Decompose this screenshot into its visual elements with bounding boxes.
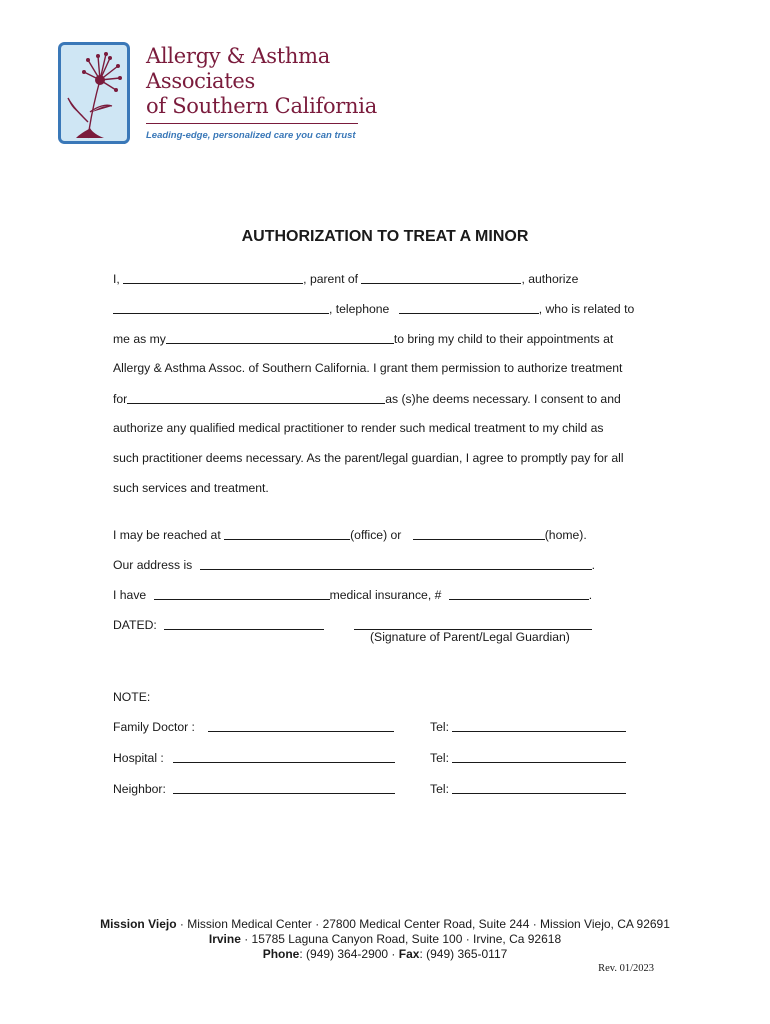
text-hospital: Hospital : <box>113 751 164 765</box>
guardian-name-field[interactable] <box>123 271 303 284</box>
text-office-or: (office) or <box>350 528 402 542</box>
authorized-person-field[interactable] <box>113 301 329 314</box>
authorized-phone-field[interactable] <box>399 301 539 314</box>
text-i-have: I have <box>113 588 147 602</box>
office-phone-field[interactable] <box>224 527 350 540</box>
practice-name <box>146 44 377 119</box>
hospital-tel-line <box>430 750 626 765</box>
text-tel: Tel: <box>430 782 449 796</box>
footer-mission-viejo <box>0 917 770 931</box>
footer-phone-fax <box>0 947 770 961</box>
body-line-5 <box>113 391 621 406</box>
neighbor-tel-field[interactable] <box>452 781 626 794</box>
text-deems-necessary: as (s)he deems necessary. I consent to and <box>385 392 621 406</box>
text-telephone: , telephone <box>329 302 390 316</box>
text-dated: DATED: <box>113 618 157 632</box>
insurance-line: I have medical insurance, # . <box>113 588 593 602</box>
neighbor-tel-line <box>430 781 626 796</box>
revision-date: Rev. 01/2023 <box>598 963 654 974</box>
footer-mv-name: Mission Viejo <box>100 917 177 931</box>
child-name-field[interactable] <box>361 271 521 284</box>
neighbor-line <box>113 781 395 796</box>
text-tel: Tel: <box>430 751 449 765</box>
body-line-6: authorize any qualified medical practitioner to render such medical treatment to my child as <box>113 421 604 435</box>
footer-fax: : (949) 365-0117 <box>419 947 508 961</box>
body-line-8: such services and treatment. <box>113 481 269 495</box>
home-phone-field[interactable] <box>413 527 545 540</box>
flower-logo-icon <box>58 42 130 144</box>
footer-irvine-address: · 15785 Laguna Canyon Road, Suite 100 · Irvine, Ca 92618 <box>240 932 562 946</box>
address-field[interactable] <box>200 557 592 570</box>
footer-mv-address: · Mission Medical Center · 27800 Medical Center Road, Suite 244 · Mission Viejo, CA 92691 <box>176 917 670 931</box>
text-i: I, <box>113 272 120 286</box>
note-label: NOTE: <box>113 690 151 704</box>
address-line: Our address is . <box>113 558 596 572</box>
footer-fax-label: Fax <box>398 947 420 961</box>
practice-name-line2: Associates <box>146 69 256 93</box>
neighbor-field[interactable] <box>173 781 395 794</box>
text-me-as-my: me as my <box>113 332 166 346</box>
family-doctor-tel-line <box>430 719 626 734</box>
footer-phone-label: Phone <box>262 947 300 961</box>
reach-line <box>113 527 587 542</box>
insurance-name-field[interactable] <box>154 587 330 600</box>
relationship-field[interactable] <box>166 331 394 344</box>
footer-irvine <box>0 932 770 946</box>
body-line-7: such practitioner deems necessary. As the parent/legal guardian, I agree to promptly pay for all <box>113 451 624 465</box>
form-title: AUTHORIZATION TO TREAT A MINOR <box>241 228 529 245</box>
footer-irvine-name: Irvine <box>208 932 241 946</box>
signature-caption: (Signature of Parent/Legal Guardian) <box>370 630 570 644</box>
insurance-number-field[interactable] <box>449 587 589 600</box>
date-field[interactable] <box>164 617 324 630</box>
body-line-2 <box>113 301 634 316</box>
logo-divider <box>146 123 358 124</box>
text-home: (home). <box>544 528 587 542</box>
text-authorize: , authorize <box>521 272 579 286</box>
text-related-to: , who is related to <box>538 302 635 316</box>
text-address: Our address is <box>113 558 193 572</box>
text-parent-of: , parent of <box>303 272 359 286</box>
practice-name-line3: of Southern California <box>146 94 377 118</box>
text-bring-child: to bring my child to their appointments at <box>393 332 614 346</box>
footer-phone: : (949) 364-2900 · <box>299 947 399 961</box>
text-family-doctor: Family Doctor : <box>113 720 195 734</box>
family-doctor-line <box>113 719 394 734</box>
family-doctor-tel-field[interactable] <box>452 719 626 732</box>
practice-name-line1: Allergy & Asthma <box>146 44 330 68</box>
body-line-3 <box>113 331 613 346</box>
family-doctor-field[interactable] <box>208 719 394 732</box>
hospital-field[interactable] <box>173 750 395 763</box>
body-line-4: Allergy & Asthma Assoc. of Southern California. I grant them permission to authorize treatment <box>113 361 623 375</box>
text-tel: Tel: <box>430 720 449 734</box>
hospital-tel-field[interactable] <box>452 750 626 763</box>
text-insurance-number: medical insurance, # <box>329 588 442 602</box>
signature-field[interactable] <box>354 617 592 630</box>
treatment-field[interactable] <box>127 391 385 404</box>
text-neighbor: Neighbor: <box>113 782 166 796</box>
text-for: for <box>113 392 128 406</box>
body-line-1 <box>113 271 578 286</box>
text-reached-at: I may be reached at <box>113 528 221 542</box>
logo-tagline: Leading-edge, personalized care you can trust <box>146 130 356 141</box>
hospital-line <box>113 750 395 765</box>
